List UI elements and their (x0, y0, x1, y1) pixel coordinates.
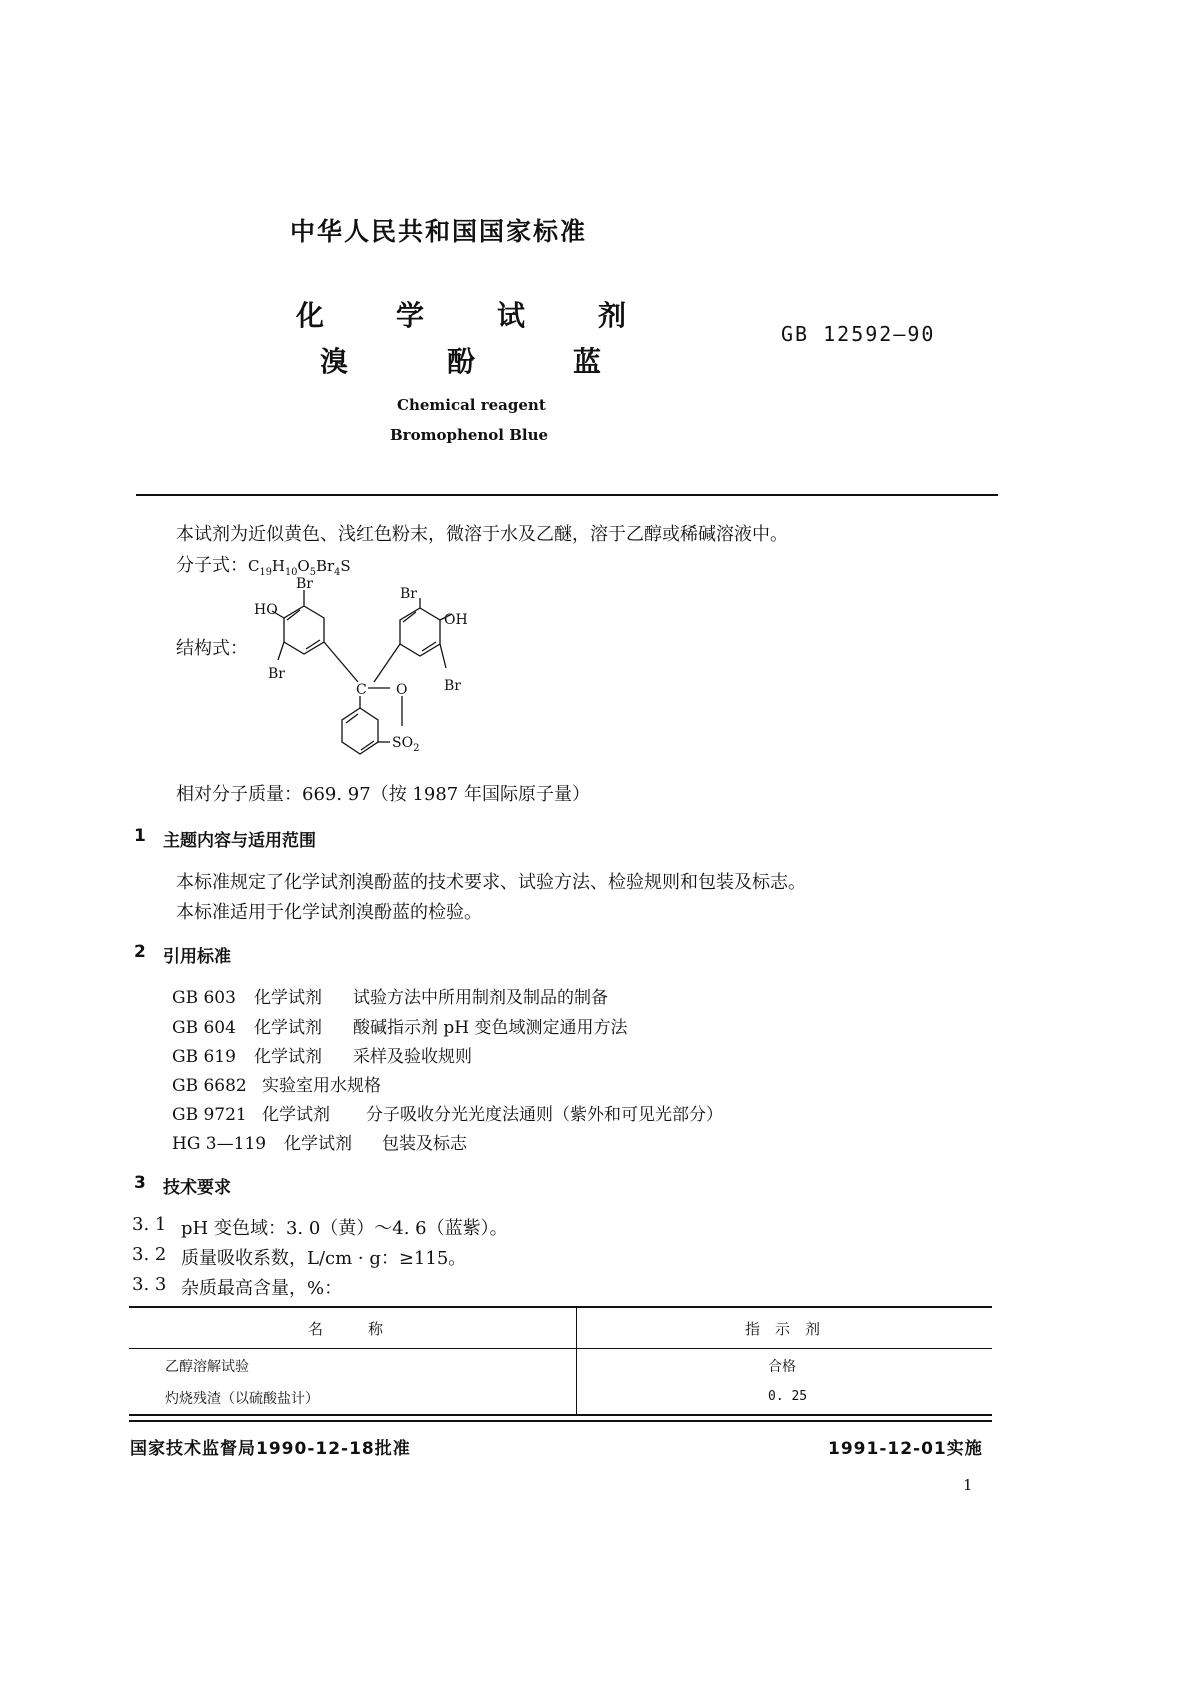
table-cell-value: 0. 25 (768, 1389, 808, 1404)
section-title: 引用标准 (163, 947, 231, 967)
bromine-label: Br (268, 666, 285, 682)
sulfonyl-label: $SO_2$ (392, 735, 420, 754)
footer-rule (129, 1420, 992, 1422)
section-number: 2 (134, 942, 146, 962)
section-number: 1 (134, 826, 146, 846)
english-title-2: Bromophenol Blue (390, 426, 549, 444)
description-text: 本试剂为近似黄色、浅红色粉末，微溶于水及乙醚，溶于乙醇或稀碱溶液中。 (176, 524, 788, 545)
reference-row: GB 6682 实验室用水规格 (172, 1076, 381, 1096)
section-title: 技术要求 (163, 1178, 231, 1198)
clause-number: 3. 3 (132, 1274, 167, 1295)
title-char: 试 (497, 299, 526, 332)
clause-text: 质量吸收系数，L/cm · g：≥115。 (181, 1248, 467, 1269)
clause-text: 杂质最高含量，%： (181, 1278, 343, 1299)
reference-row: HG 3—119 化学试剂 包装及标志 (172, 1134, 467, 1154)
national-standard-heading: 中华人民共和国国家标准 (290, 217, 588, 246)
bromine-label: Br (400, 586, 417, 602)
page-number: 1 (963, 1476, 973, 1494)
paragraph: 本标准适用于化学试剂溴酚蓝的检验。 (176, 902, 482, 923)
section-number: 3 (134, 1173, 146, 1193)
clause-number: 3. 1 (132, 1214, 167, 1235)
table-header-name: 名 称 (308, 1320, 384, 1338)
table-header-indicator: 指 示 剂 (745, 1320, 821, 1338)
structure-label: 结构式： (176, 638, 248, 659)
molecular-formula: 分子式：$C_{19}H_{10}O_5Br_4S$ (176, 555, 351, 578)
oxygen-label: O (396, 682, 408, 698)
effective-date: 1991-12-01实施 (828, 1439, 983, 1459)
table-bottom-rule (129, 1414, 992, 1416)
table-header-rule (129, 1348, 992, 1349)
reference-row: GB 604 化学试剂 酸碱指示剂 pH 变色域测定通用方法 (172, 1018, 628, 1038)
table-cell-name: 灼烧残渣（以硫酸盐计） (165, 1391, 319, 1407)
bromine-label: Br (444, 678, 461, 694)
right-phenol-ring (400, 608, 440, 656)
table-column-divider (576, 1306, 577, 1416)
title-char: 化 (296, 299, 325, 332)
table-cell-name: 乙醇溶解试验 (165, 1359, 249, 1375)
central-carbon-label: C (356, 682, 367, 698)
hydroxyl-label: HO (254, 602, 278, 618)
bromine-label: Br (296, 576, 313, 592)
title-char: 蓝 (573, 345, 602, 378)
reference-row: GB 619 化学试剂 采样及验收规则 (172, 1047, 472, 1067)
hydroxyl-label: OH (444, 612, 468, 628)
title-char: 剂 (598, 299, 627, 332)
structural-formula (240, 570, 520, 780)
benzo-ring (342, 708, 378, 754)
clause-text: pH 变色域：3. 0（黄）～4. 6（蓝紫）。 (181, 1218, 508, 1239)
title-char: 溴 (320, 345, 349, 378)
reference-row: GB 9721 化学试剂 分子吸收分光光度法通则（紫外和可见光部分） (172, 1105, 723, 1125)
approval-text: 国家技术监督局1990-12-18批准 (130, 1439, 411, 1459)
paragraph: 本标准规定了化学试剂溴酚蓝的技术要求、试验方法、检验规则和包装及标志。 (176, 872, 806, 893)
clause-number: 3. 2 (132, 1244, 167, 1265)
reference-row: GB 603 化学试剂 试验方法中所用制剂及制品的制备 (172, 988, 608, 1008)
table-top-rule (129, 1306, 992, 1308)
table-cell-value: 合格 (768, 1359, 796, 1375)
header-rule (136, 494, 998, 496)
section-title: 主题内容与适用范围 (163, 831, 316, 851)
english-title-1: Chemical reagent (397, 396, 546, 414)
standard-number: GB 12592—90 (781, 322, 936, 346)
title-char: 酚 (447, 345, 476, 378)
title-char: 学 (396, 299, 425, 332)
molecular-mass: 相对分子质量：669. 97（按 1987 年国际原子量） (176, 784, 590, 805)
left-phenol-ring (284, 606, 324, 654)
